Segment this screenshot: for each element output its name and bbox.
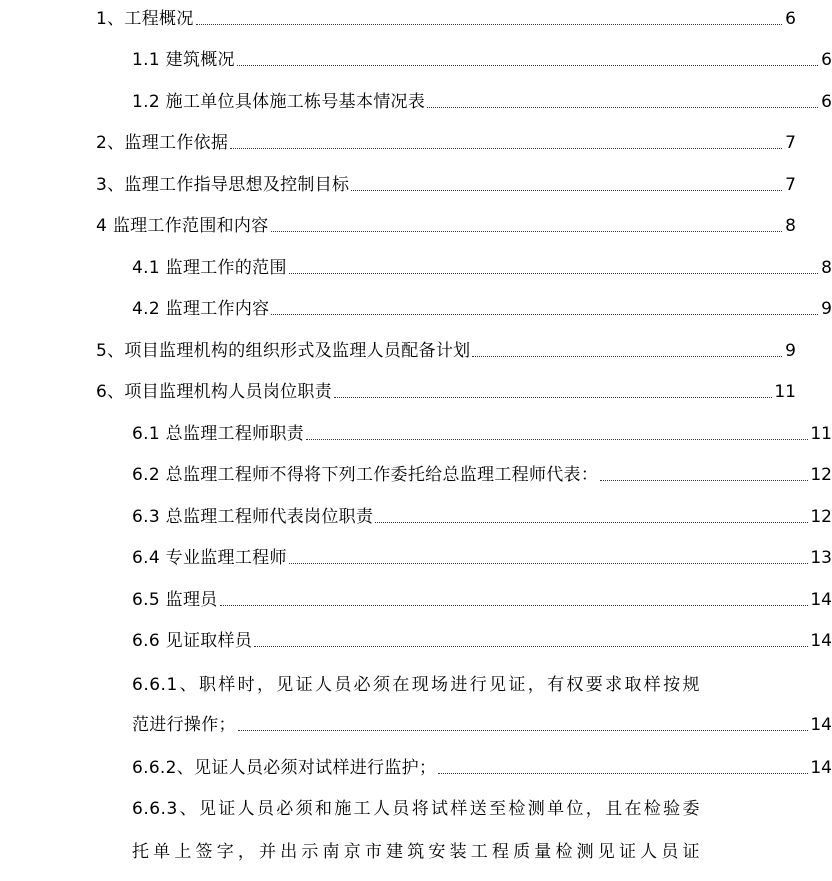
toc-entry-page: 7 <box>785 175 796 195</box>
toc-entry[interactable] <box>0 423 832 445</box>
toc-entry[interactable] <box>0 132 796 154</box>
toc-entry-title: 4.2 监理工作内容 <box>132 299 270 319</box>
toc-entry-page: 9 <box>785 341 796 361</box>
dot-leader <box>600 479 808 481</box>
dot-leader <box>289 272 818 274</box>
dot-leader <box>375 521 808 523</box>
dot-leader <box>237 64 818 66</box>
toc-entry[interactable] <box>0 506 832 528</box>
toc-entry-page: 6 <box>785 9 796 29</box>
toc-entry[interactable] <box>0 49 832 71</box>
dot-leader <box>271 230 782 232</box>
dot-leader <box>254 645 808 647</box>
toc-entry-page: 14 <box>810 590 832 610</box>
toc-entry[interactable] <box>0 714 832 736</box>
toc-entry-page: 6 <box>821 50 832 70</box>
toc-entry[interactable] <box>0 8 796 30</box>
toc-entry[interactable] <box>0 174 796 196</box>
toc-entry-title: 5、项目监理机构的组织形式及监理人员配备计划 <box>96 341 471 361</box>
dot-leader <box>334 396 772 398</box>
dot-leader <box>472 355 782 357</box>
toc-entry[interactable] <box>0 757 832 779</box>
toc-entry-page: 11 <box>774 382 796 402</box>
toc-entry[interactable] <box>0 340 796 362</box>
toc-entry-page: 14 <box>810 758 832 778</box>
toc-entry-title: 4.1 监理工作的范围 <box>132 258 287 278</box>
dot-leader <box>271 313 818 315</box>
toc-entry-page: 13 <box>810 548 832 568</box>
toc-entry-title: 1.2 施工单位具体施工栋号基本情况表 <box>132 92 426 112</box>
toc-entry-title: 6.6 见证取样员 <box>132 631 253 651</box>
toc-entry[interactable] <box>0 547 832 569</box>
toc-entry-title: 6.3 总监理工程师代表岗位职责 <box>132 507 374 527</box>
toc-entry-title: 1、工程概况 <box>96 9 194 29</box>
toc-entry-page: 9 <box>821 299 832 319</box>
toc-entry-page: 7 <box>785 133 796 153</box>
toc-entry[interactable] <box>0 91 832 113</box>
toc-entry-page: 6 <box>821 92 832 112</box>
toc-entry[interactable] <box>0 298 832 320</box>
dot-leader <box>196 23 782 25</box>
toc-entry-page: 12 <box>810 465 832 485</box>
toc-entry-title: 4 监理工作范围和内容 <box>96 216 269 236</box>
toc-entry-title: 2、监理工作依据 <box>96 133 229 153</box>
toc-entry[interactable] <box>0 589 832 611</box>
dot-leader <box>289 562 809 564</box>
toc-entry-page: 12 <box>810 507 832 527</box>
toc-entry-wrapped-line[interactable]: 6.6.3、见证人员必须和施工人员将试样送至检测单位，且在检验委 <box>132 799 700 819</box>
toc-entry-page: 8 <box>821 258 832 278</box>
toc-entry[interactable] <box>0 381 796 403</box>
toc-entry-title: 6.2 总监理工程师不得将下列工作委托给总监理工程师代表： <box>132 465 599 485</box>
toc-entry-wrapped-line[interactable]: 托单上签字，并出示南京市建筑安装工程质量检测见证人员证 <box>132 842 700 862</box>
toc-entry[interactable] <box>0 464 832 486</box>
toc-entry-page: 8 <box>785 216 796 236</box>
toc-entry[interactable] <box>0 630 832 652</box>
toc-entry-page: 14 <box>810 631 832 651</box>
toc-entry-title: 3、监理工作指导思想及控制目标 <box>96 175 350 195</box>
toc-entry-title: 1.1 建筑概况 <box>132 50 235 70</box>
toc-entry-page: 11 <box>810 424 832 444</box>
dot-leader <box>238 729 809 731</box>
toc-entry-title: 6.4 专业监理工程师 <box>132 548 287 568</box>
dot-leader <box>220 604 809 606</box>
dot-leader <box>230 147 782 149</box>
dot-leader <box>427 106 818 108</box>
toc-entry-title: 6、项目监理机构人员岗位职责 <box>96 382 333 402</box>
toc-entry-title: 范进行操作； <box>132 715 236 735</box>
toc-entry[interactable] <box>0 215 796 237</box>
dot-leader <box>438 772 808 774</box>
toc-entry-page: 14 <box>810 715 832 735</box>
toc-entry-title: 6.1 总监理工程师职责 <box>132 424 305 444</box>
toc-entry-wrapped-line[interactable]: 6.6.1、职样时，见证人员必须在现场进行见证，有权要求取样按规 <box>132 675 700 695</box>
dot-leader <box>351 189 782 191</box>
toc-entry-title: 6.5 监理员 <box>132 590 218 610</box>
toc-entry-title: 6.6.2、见证人员必须对试样进行监护； <box>132 758 437 778</box>
toc-entry[interactable] <box>0 257 832 279</box>
dot-leader <box>306 438 808 440</box>
